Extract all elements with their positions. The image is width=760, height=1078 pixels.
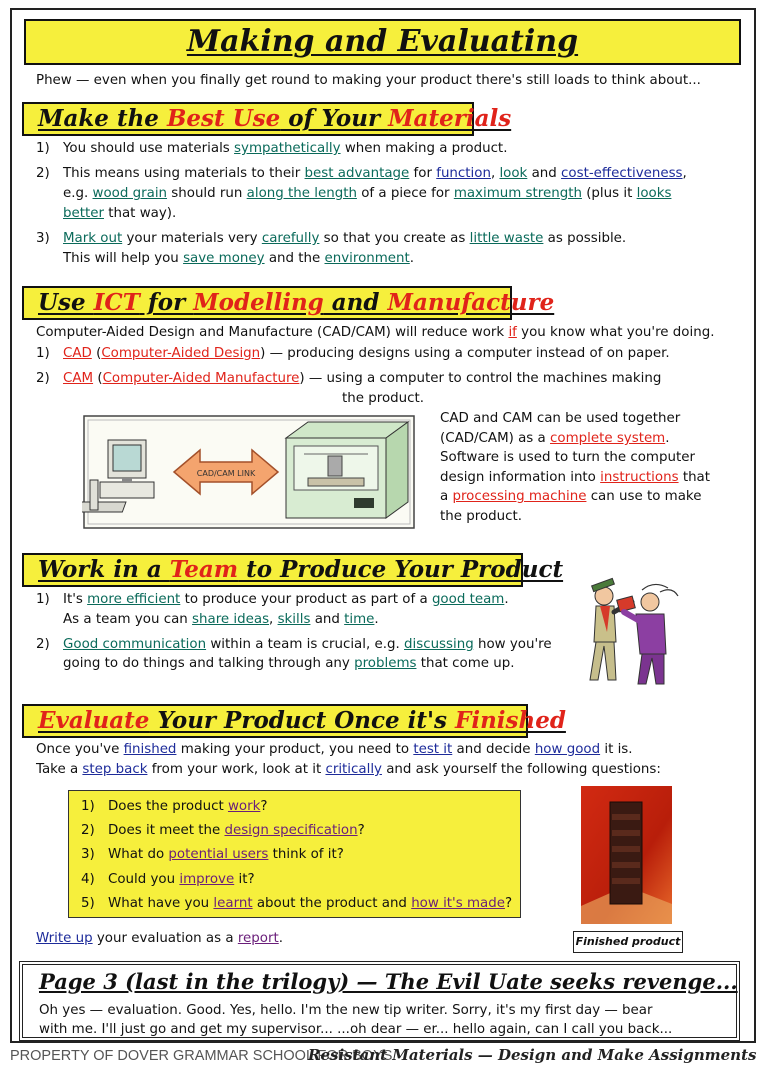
question-item: What have you learnt about the product and how it's made? (108, 896, 513, 911)
property-stamp: PROPERTY OF DOVER GRAMMAR SCHOOL FOR BOYS (10, 1048, 393, 1064)
heading-evaluate: Evaluate Your Product Once it's Finished (22, 704, 528, 738)
photo-caption: Finished product (573, 931, 683, 953)
team-item-1: It's more efficient to produce your product as part of a good team. (63, 592, 509, 607)
team-item-2-line2: going to do things and talking through any problems that come up. (63, 656, 515, 671)
question-number: 5) (81, 896, 95, 911)
materials-item-1: You should use materials sympathetically when making a product. (63, 141, 508, 156)
ict-side-l6: the product. (440, 509, 522, 524)
question-number: 2) (81, 823, 95, 838)
cnc-machine-icon (286, 422, 408, 518)
cadcam-link-label: CAD/CAM LINK (196, 469, 256, 478)
ict-item-1: CAD (Computer-Aided Design) — producing designs using a computer instead of on paper. (63, 346, 670, 361)
list-number: 2) (36, 371, 50, 386)
product-rack-icon (610, 802, 642, 904)
question-number: 4) (81, 872, 95, 887)
person-left-icon (590, 578, 635, 680)
heading-materials: Make the Best Use of Your Materials (22, 102, 474, 136)
writeup-text: Write up your evaluation as a report. (36, 931, 283, 946)
heading-ict: Use ICT for Modelling and Manufacture (22, 286, 512, 320)
question-item: Does the product work? (108, 799, 268, 814)
team-item-2: Good communication within a team is crucial, e.g. discussing how you're (63, 637, 552, 652)
list-number: 1) (36, 592, 50, 607)
question-number: 3) (81, 847, 95, 862)
evaluate-line-2: Take a step back from your work, look at it critically and ask yourself the following questions: (36, 762, 661, 777)
list-number: 1) (36, 346, 50, 361)
ict-side-l1: CAD and CAM can be used together (440, 411, 681, 426)
ict-intro: Computer-Aided Design and Manufacture (CAD/CAM) will reduce work if you know what you're doing. (36, 325, 715, 340)
materials-item-2: This means using materials to their best advantage for function, look and cost-effectiveness, (63, 166, 687, 181)
question-number: 1) (81, 799, 95, 814)
list-number: 2) (36, 166, 50, 181)
ict-side-l3: Software is used to turn the computer (440, 450, 695, 465)
ict-side-l5: a processing machine can use to make (440, 489, 702, 504)
materials-item-3: Mark out your materials very carefully so that you create as little waste as possible. (63, 231, 627, 246)
ict-side-l2: (CAD/CAM) as a complete system. (440, 431, 670, 446)
question-item: What do potential users think of it? (108, 847, 344, 862)
evaluate-line-1: Once you've finished making your product, you need to test it and decide how good it is. (36, 742, 633, 757)
materials-item-2-line3: better that way). (63, 206, 177, 221)
book-footer: Resistant Materials — Design and Make Assignments (308, 1046, 757, 1064)
page-title: Making and Evaluating (24, 19, 741, 65)
tip-box (19, 961, 740, 1041)
ict-item-2-line2: the product. (342, 391, 424, 406)
cadcam-illustration (82, 414, 416, 530)
ict-item-2: CAM (Computer-Aided Manufacture) — using a computer to control the machines making (63, 371, 662, 386)
question-item: Could you improve it? (108, 872, 255, 887)
team-item-1-line2: As a team you can share ideas, skills and time. (63, 612, 379, 627)
tip-title: Page 3 (last in the trilogy) — The Evil Uate seeks revenge... (39, 969, 738, 994)
intro-text: Phew — even when you finally get round to making your product there's still loads to think about... (36, 73, 701, 88)
materials-item-2-line2: e.g. wood grain should run along the length of a piece for maximum strength (plus it looks (63, 186, 672, 201)
materials-item-3-line2: This will help you save money and the environment. (63, 251, 415, 266)
list-number: 3) (36, 231, 50, 246)
list-number: 1) (36, 141, 50, 156)
question-item: Does it meet the design specification? (108, 823, 365, 838)
heading-team: Work in a Team to Produce Your Product (22, 553, 523, 587)
tip-line-1: Oh yes — evaluation. Good. Yes, hello. I'm the new tip writer. Sorry, it's my first day — bear (39, 1003, 653, 1018)
tip-line-2: with me. I'll just go and get my supervisor... ...oh dear — er... hello again, can I call you back... (39, 1022, 673, 1037)
list-number: 2) (36, 637, 50, 652)
finished-product-photo (581, 786, 672, 924)
team-cartoon-illustration (574, 572, 686, 690)
ict-side-l4: design information into instructions that (440, 470, 711, 485)
